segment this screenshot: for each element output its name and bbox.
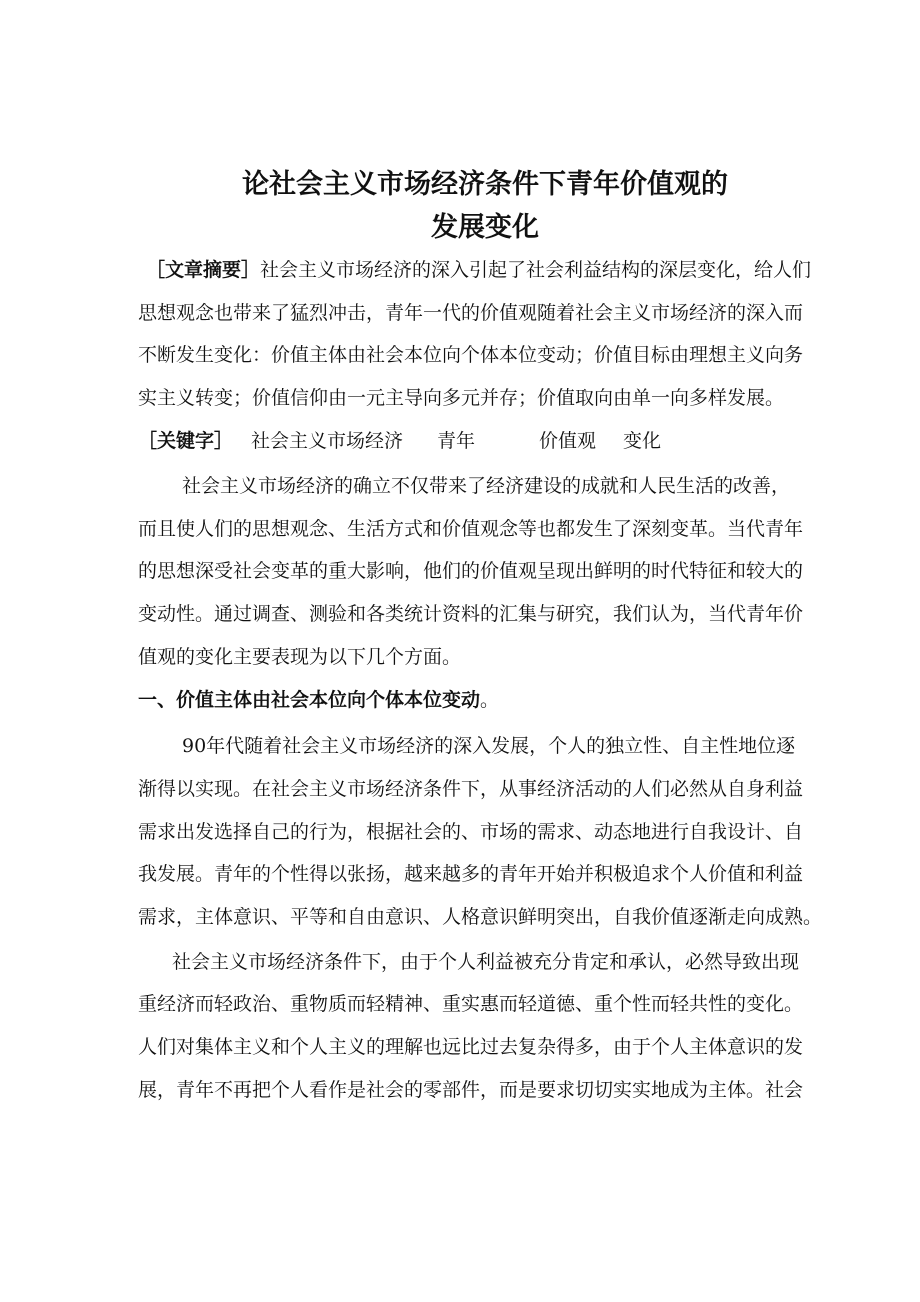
text-line: 值观的变化主要表现为以下几个方面。	[138, 646, 462, 668]
keyword: 变化	[623, 430, 662, 452]
section-heading-period: 。	[480, 689, 500, 711]
abstract-line: 思想观念也带来了猛烈冲击，青年一代的价值观随着社会主义市场经济的深入而	[138, 302, 804, 324]
text-line: 社会主义市场经济条件下，由于个人利益被充分肯定和承认，必然导致出现	[172, 951, 800, 973]
abstract-label: ［文章摘要］	[146, 259, 261, 281]
keyword: 青年	[437, 430, 476, 452]
text-line: 变动性。通过调查、测验和各类统计资料的汇集与研究，我们认为，当代青年价	[138, 603, 804, 625]
text-line: 需求，主体意识、平等和自由意识、人格意识鲜明突出，自我价值逐渐走向成熟。	[138, 906, 823, 928]
text-line: 展，青年不再把个人看作是社会的零部件，而是要求切切实实地成为主体。社会	[138, 1079, 804, 1101]
text-line: 渐得以实现。在社会主义市场经济条件下，从事经济活动的人们必然从自身利益	[138, 778, 804, 800]
keyword: 社会主义市场经济	[251, 430, 404, 452]
text-line: 90年代随着社会主义市场经济的深入发展，个人的独立性、自主性地位逐	[182, 735, 796, 757]
abstract-line: 实主义转变；价值信仰由一元主导向多元并存；价值取向由单一向多样发展。	[138, 387, 785, 409]
keywords-label: ［关键字］	[138, 430, 234, 452]
text-line: 而且使人们的思想观念、生活方式和价值观念等也都发生了深刻变革。当代青年	[138, 518, 804, 540]
abstract-line: 不断发生变化：价值主体由社会本位向个体本位变动；价值目标由理想主义向务	[138, 344, 804, 366]
section-heading	[138, 687, 790, 713]
title-line-2: 发展变化	[431, 212, 539, 243]
text-line: 的思想深受社会变革的重大影响，他们的价值观呈现出鲜明的时代特征和较大的	[138, 560, 804, 582]
section-heading-text: 一、价值主体由社会本位向个体本位变动	[138, 689, 481, 711]
text-line: 需求出发选择自己的行为，根据社会的、市场的需求、动态地进行自我设计、自	[138, 821, 804, 843]
keyword: 价值观	[539, 430, 597, 452]
text-line: 重经济而轻政治、重物质而轻精神、重实惠而轻道德、重个性而轻共性的变化。	[138, 993, 804, 1015]
abstract-text: 社会主义市场经济的深入引起了社会利益结构的深层变化，给人们	[260, 259, 812, 281]
abstract-line	[146, 257, 812, 283]
text-line: 我发展。青年的个性得以张扬，越来越多的青年开始并积极追求个人价值和利益	[138, 863, 804, 885]
text-line: 人们对集体主义和个人主义的理解也远比过去复杂得多，由于个人主体意识的发	[138, 1036, 804, 1058]
title-line-1: 论社会主义市场经济条件下青年价值观的	[242, 169, 728, 200]
text-line: 社会主义市场经济的确立不仅带来了经济建设的成就和人民生活的改善，	[182, 475, 791, 497]
